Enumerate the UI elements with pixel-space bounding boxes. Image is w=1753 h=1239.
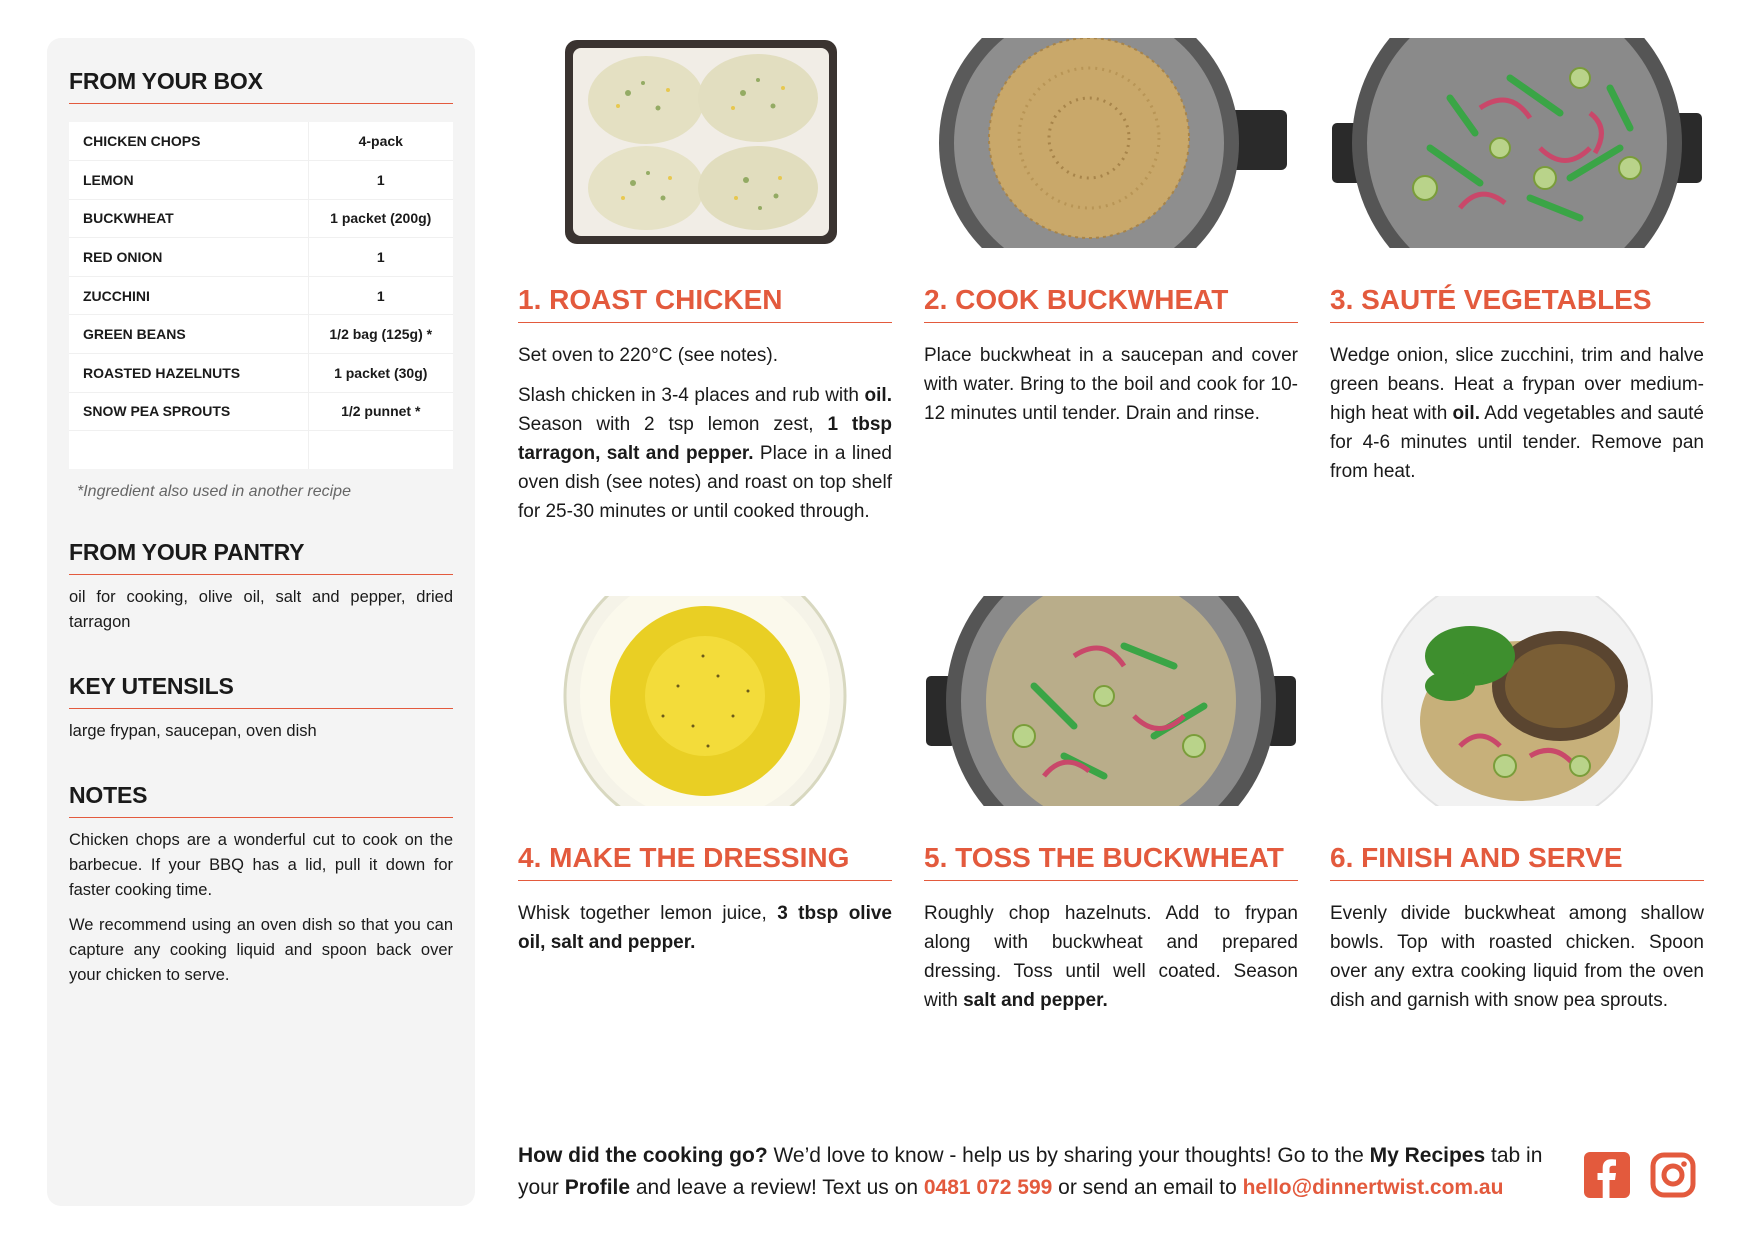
- step-4-title: 4. MAKE THE DRESSING: [518, 842, 892, 881]
- ingredient-qty: 1: [308, 276, 453, 315]
- ingredient-qty: 1: [308, 238, 453, 277]
- table-row: [69, 392, 453, 431]
- ingredient-qty: 1 packet (200g): [308, 199, 453, 238]
- table-row-empty: [69, 431, 453, 469]
- facebook-icon[interactable]: [1584, 1152, 1630, 1198]
- toss-buckwheat-photo: [924, 596, 1298, 806]
- table-row: [69, 199, 453, 238]
- feedback-question: How did the cooking go?: [518, 1144, 768, 1167]
- ingredients-table: [69, 122, 453, 469]
- email-link[interactable]: hello@dinnertwist.com.au: [1242, 1176, 1504, 1199]
- pantry-section: [69, 539, 453, 635]
- finish-and-serve-photo: [1330, 596, 1704, 806]
- utensils-heading: KEY UTENSILS: [69, 673, 453, 709]
- ingredient-footnote: *Ingredient also used in another recipe: [77, 482, 351, 500]
- ingredient-qty: 1/2 bag (125g) *: [308, 315, 453, 354]
- ingredient-name: BUCKWHEAT: [69, 199, 308, 238]
- step-3-title: 3. SAUTÉ VEGETABLES: [1330, 284, 1704, 323]
- from-your-box-heading: FROM YOUR BOX: [69, 68, 453, 104]
- step-2: [924, 38, 1298, 428]
- step-5-text: Roughly chop hazelnuts. Add to frypan along with buckwheat and prepared dressing. Toss until well coated. Season with salt and pepper.: [924, 903, 1298, 1011]
- ingredient-name: GREEN BEANS: [69, 315, 308, 354]
- ingredient-name: CHICKEN CHOPS: [69, 122, 308, 161]
- ingredient-qty: 1: [308, 161, 453, 200]
- ingredient-qty: 1 packet (30g): [308, 354, 453, 393]
- ingredients-sidebar: [47, 38, 475, 1206]
- step-4-text: Whisk together lemon juice, 3 tbsp olive oil, salt and pepper.: [518, 903, 892, 953]
- step-1-text: Set oven to 220°C (see notes).: [518, 345, 779, 366]
- step-6: [1330, 596, 1704, 1015]
- table-row: [69, 354, 453, 393]
- utensils-section: [69, 673, 453, 744]
- step-3-text: Wedge onion, slice zucchini, trim and halve green beans. Heat a frypan over medium-high heat with oil. Add vegetables and sauté for 4-6 minutes until tender. Remove pan from heat.: [1330, 345, 1704, 482]
- notes-paragraph: Chicken chops are a wonderful cut to cook on the barbecue. If your BBQ has a lid, pull it down for faster cooking time.: [69, 830, 453, 899]
- utensils-text: large frypan, saucepan, oven dish: [69, 721, 317, 740]
- ingredient-name: LEMON: [69, 161, 308, 200]
- make-dressing-photo: [518, 596, 892, 806]
- step-1-text: Slash chicken in 3-4 places and rub with oil. Season with 2 tsp lemon zest, 1 tbsp tarragon, salt and pepper. Place in a lined oven dish (see notes) and roast on top shelf for 25-30 minutes or until cooked through.: [518, 385, 893, 522]
- phone-number-link[interactable]: 0481 072 599: [923, 1176, 1053, 1199]
- step-5: [924, 596, 1298, 1015]
- instagram-icon[interactable]: [1650, 1152, 1696, 1198]
- pantry-text: oil for cooking, olive oil, salt and pepper, dried tarragon: [69, 587, 453, 631]
- pantry-heading: FROM YOUR PANTRY: [69, 539, 453, 575]
- table-row: [69, 315, 453, 354]
- ingredient-name: SNOW PEA SPROUTS: [69, 392, 308, 431]
- table-row: [69, 238, 453, 277]
- step-2-title: 2. COOK BUCKWHEAT: [924, 284, 1298, 323]
- notes-paragraph: We recommend using an oven dish so that you can capture any cooking liquid and spoon back over your chicken to serve.: [69, 915, 453, 984]
- ingredient-name: ZUCCHINI: [69, 276, 308, 315]
- step-1: [518, 38, 892, 526]
- ingredient-qty: 4-pack: [308, 122, 453, 161]
- my-recipes-label: My Recipes: [1369, 1144, 1486, 1167]
- step-5-title: 5. TOSS THE BUCKWHEAT: [924, 842, 1298, 881]
- ingredient-qty: 1/2 punnet *: [308, 392, 453, 431]
- step-1-title: 1. ROAST CHICKEN: [518, 284, 892, 323]
- cook-buckwheat-photo: [924, 38, 1298, 248]
- saute-vegetables-photo: [1330, 38, 1704, 248]
- notes-heading: NOTES: [69, 782, 453, 818]
- step-6-text: Evenly divide buckwheat among shallow bowls. Top with roasted chicken. Spoon over any extra cooking liquid from the oven dish and garnish with snow pea sprouts.: [1330, 903, 1704, 1011]
- step-4: [518, 596, 892, 957]
- feedback-footer: How did the cooking go? We’d love to know - help us by sharing your thoughts! Go to the My Recipes tab in your Profile and leave a review! Text us on 0481 072 599 or send an email to hello@dinnertwist.com.au: [518, 1144, 1543, 1199]
- roast-chicken-photo: [518, 38, 892, 248]
- notes-section: [69, 782, 453, 988]
- table-row: [69, 161, 453, 200]
- ingredient-name: RED ONION: [69, 238, 308, 277]
- step-2-text: Place buckwheat in a saucepan and cover with water. Bring to the boil and cook for 10-12 minutes until tender. Drain and rinse.: [924, 345, 1298, 424]
- table-row: [69, 276, 453, 315]
- profile-label: Profile: [564, 1176, 631, 1199]
- table-row: [69, 122, 453, 161]
- step-6-title: 6. FINISH AND SERVE: [1330, 842, 1704, 881]
- step-3: [1330, 38, 1704, 486]
- ingredient-name: ROASTED HAZELNUTS: [69, 354, 308, 393]
